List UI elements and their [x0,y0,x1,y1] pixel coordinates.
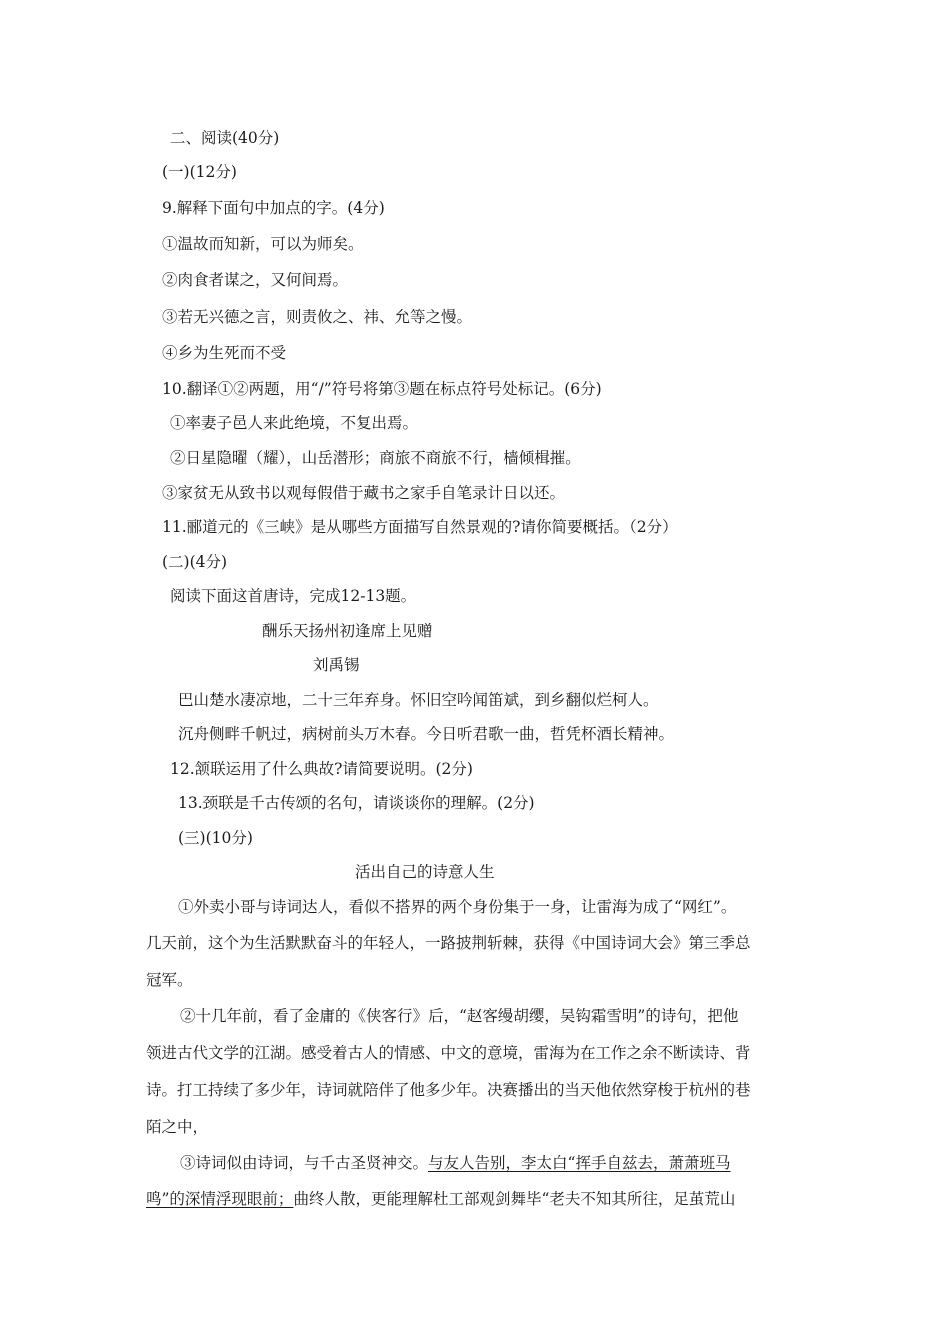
subsection-heading: (二)(4分) [162,553,228,571]
plain-text: ③诗词似由诗词，与千古圣贤神交。 [180,1154,429,1172]
question-13: 13.颈联是千古传颂的名句，请谈谈你的理解。(2分) [178,794,535,812]
sentence-item: ②肉食者谋之，又何间焉。 [162,271,349,289]
subsection-heading: (三)(10分) [178,829,253,847]
question-9: 9.解释下面句中加点的字。(4分) [162,199,385,217]
poem-line: 巴山楚水凄凉地，二十三年弃身。怀旧空吟闻笛斌，到乡翻似烂柯人。 [178,691,659,709]
article-paragraph-line [146,1189,735,1209]
plain-text: 曲终人散，更能理解杜工部观剑舞毕“老夫不知其所往，足茧荒山 [293,1190,736,1208]
question-10: 10.翻译①②两题，用“/”符号将第③题在标点符号处标记。(6分) [162,380,602,398]
article-paragraph-line: 陌之中， [146,1118,209,1136]
sentence-item: ④乡为生死而不受 [162,344,287,362]
article-title: 活出自己的诗意人生 [355,863,495,881]
article-paragraph-line: ①外卖小哥与诗词达人，看似不搭界的两个身份集于一身，让雷海为成了“网红”。 [178,898,737,916]
poem-author: 刘禹锡 [313,656,360,674]
article-paragraph-line: 诗。打工持续了多少年，诗词就陪伴了他多少年。决赛播出的当天他依然穿梭于杭州的巷 [146,1081,751,1099]
article-paragraph-line [180,1153,730,1173]
sentence-item: ①温故而知新，可以为师矣。 [162,235,364,253]
section-heading: 二、阅读(40分) [170,129,280,147]
article-paragraph-line: 几天前，这个为生活默默奋斗的年轻人，一路披荆斩棘，获得《中国诗词大会》第三季总 [146,934,751,952]
article-paragraph-line: 领进古代文学的江湖。感受着古人的情感、中文的意境，雷海为在工作之余不断读诗、背 [146,1044,751,1062]
underlined-text: 与友人告别，李太白“挥手自兹去，萧萧班马 [428,1154,731,1172]
instruction: 阅读下面这首唐诗，完成12-13题。 [170,587,417,605]
sentence-item: ②日星隐曜（耀），山岳潜形；商旅不商旅不行，樯倾楫摧。 [170,449,581,467]
underlined-text: 鸣”的深情浮现眼前； [146,1190,294,1208]
article-paragraph-line: 冠军。 [146,971,193,989]
sentence-item: ①率妻子邑人来此绝境，不复出焉。 [170,414,419,432]
article-paragraph-line: ②十几年前，看了金庸的《侠客行》后，“赵客缦胡缨，吴钩霜雪明”的诗句，把他 [180,1007,739,1025]
sentence-item: ③家贫无从致书以观每假借于藏书之家手自笔录计日以还。 [162,484,566,502]
question-12: 12.颔联运用了什么典故?请简要说明。(2分) [170,760,473,778]
sentence-item: ③若无兴德之言，则责攸之、祎、允等之慢。 [162,308,473,326]
question-11: 11.郦道元的《三峡》是从哪些方面描写自然景观的?请你简要概括。（2分） [162,518,678,536]
poem-line: 沉舟侧畔千帆过，病树前头万木春。今日听君歌一曲，哲凭杯酒长精神。 [178,725,675,743]
poem-title: 酬乐天扬州初逢席上见赠 [262,622,433,640]
subsection-heading: (一)(12分) [162,163,237,181]
